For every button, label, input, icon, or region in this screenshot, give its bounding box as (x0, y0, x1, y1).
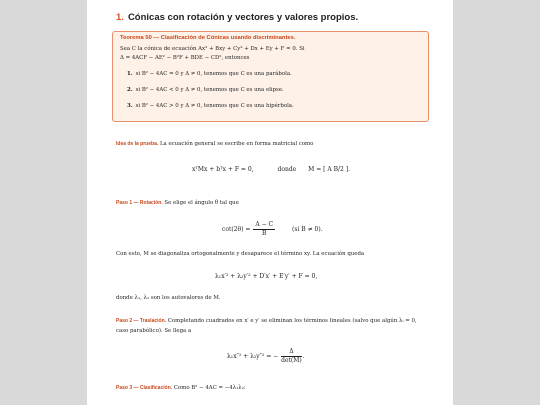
theorem-intro-line-2: Δ = 4ACF − AE² − B²F + BDE − CD², entonces (120, 55, 250, 61)
cot-condition: (si B ≠ 0). (292, 226, 323, 233)
item-text: si B² − 4AC = 0 y Δ ≠ 0, tenemos que C es una parábola. (135, 71, 292, 77)
proof-label: Idea de la prueba. (116, 141, 159, 147)
step-1-eigenvalues-note: donde λ₁, λ₂ son los autovalores de M. (116, 295, 221, 301)
section-number: 1. (116, 12, 124, 23)
theorem-box (112, 31, 429, 122)
item-text: si B² − 4AC > 0 y Δ ≠ 0, tenemos que C es una hipérbola. (135, 103, 294, 109)
step-2-intro (116, 318, 417, 324)
fraction-denominator: B (262, 230, 267, 237)
matrix-equation (192, 166, 350, 173)
theorem-item (127, 71, 292, 77)
delta-fraction (281, 348, 302, 365)
item-text: si B² − 4AC < 0 y Δ ≠ 0, tenemos que C es una elipse. (135, 87, 284, 93)
step-3-intro (116, 385, 246, 391)
matrix-equation-main: xᵀMx + bᵀx + F = 0, (192, 166, 254, 173)
cot-lhs: cot(2θ) = (222, 226, 251, 233)
step-2-text-line-2: caso parabólico). Se llega a (116, 328, 192, 334)
rotation-angle-equation (222, 221, 323, 238)
step-1-label: Paso 1 — Rotación. (116, 200, 163, 206)
cot-fraction (253, 221, 275, 238)
fraction-numerator: A − C (255, 221, 274, 228)
fraction-denominator: det(M) (281, 357, 302, 364)
step-1-after: Con esto, M se diagonaliza ortogonalmente y desaparece el término xy. La ecuación queda (116, 251, 365, 257)
matrix-definition: M = [ A B/2 ]. (308, 166, 351, 173)
matrix-equation-donde: donde (277, 166, 297, 173)
translated-end: . (302, 353, 305, 360)
section-heading (116, 12, 358, 23)
item-number: 3. (127, 103, 133, 109)
item-number: 2. (127, 87, 133, 93)
item-number: 1. (127, 71, 133, 77)
document-page (87, 0, 453, 405)
step-2-text: Completando cuadrados en x′ e y′ se eliminan los términos lineales (salvo que algún λᵢ = 0, (167, 318, 417, 324)
translated-lhs: λ₁x″² + λ₂y″² = − (227, 353, 279, 360)
fraction-numerator: Δ (281, 348, 302, 357)
step-2-label: Paso 2 — Traslación. (116, 318, 167, 324)
theorem-item (127, 103, 294, 109)
theorem-intro-line-1: Sea C la cónica de ecuación Ax² + Bxy + Cy² + Dx + Ey + F = 0. Si (120, 46, 305, 52)
step-1-intro (116, 200, 239, 206)
rotated-equation: λ₁x′² + λ₂y′² + D′x′ + E′y′ + F = 0, (215, 273, 318, 280)
step-3-text: Como B² − 4AC = −4λ₁λ₂: (173, 385, 246, 391)
theorem-title: Teorema 50 — Clasificación de Cónicas usando discriminantes. (120, 35, 296, 41)
section-title: Cónicas con rotación y vectores y valores propios. (127, 12, 359, 23)
proof-intro (116, 141, 313, 147)
theorem-item (127, 87, 284, 93)
translated-equation (227, 348, 305, 365)
step-3-label: Paso 3 — Clasificación. (116, 385, 173, 391)
proof-text: La ecuación general se escribe en forma matricial como (159, 141, 314, 147)
step-1-text: Se elige el ángulo θ tal que (164, 200, 239, 206)
